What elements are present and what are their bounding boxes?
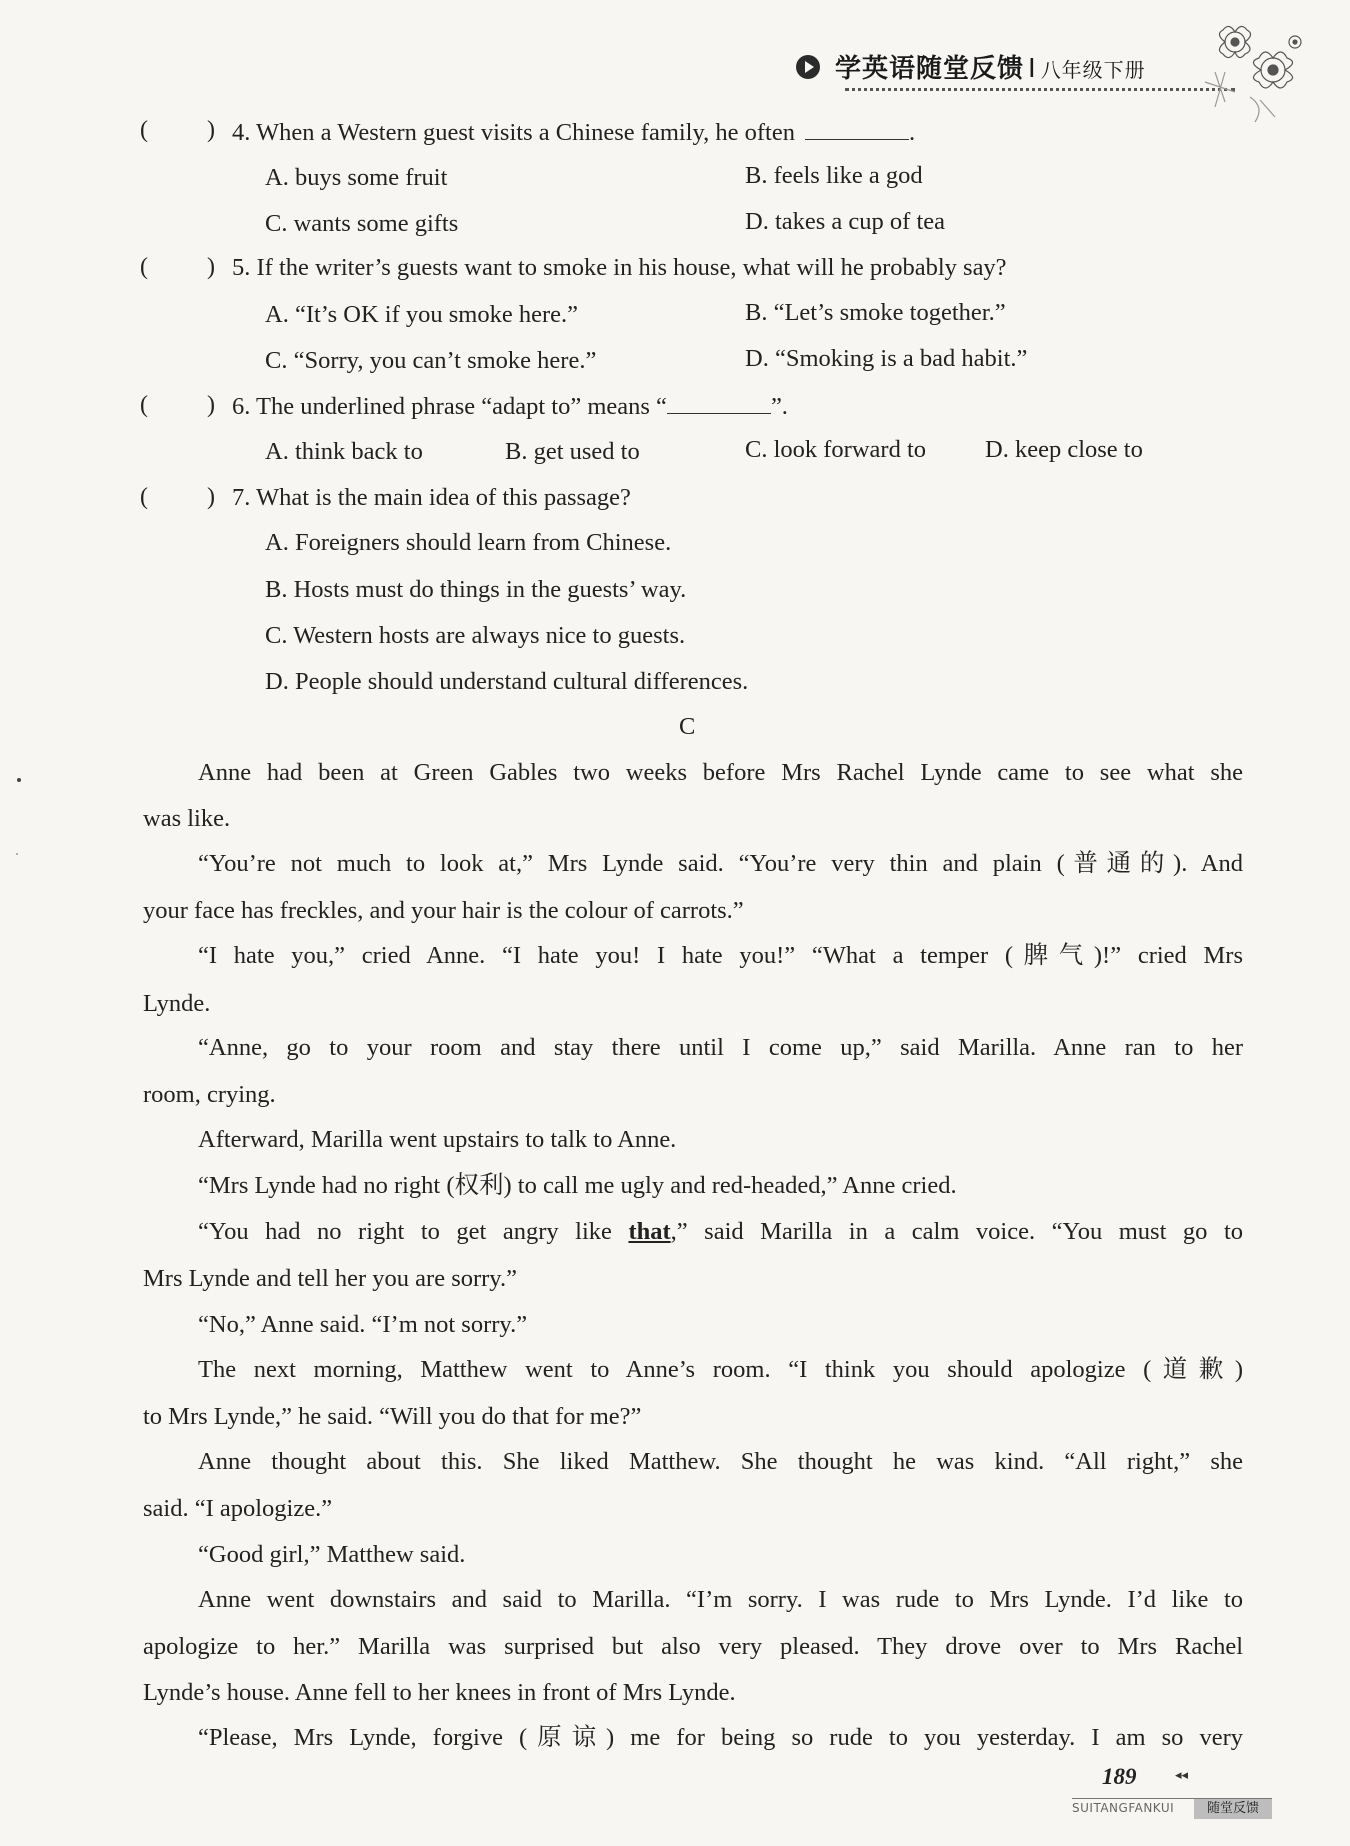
question-stem: 7. What is the main idea of this passage? [232, 484, 631, 511]
passage-line: Anne had been at Green Gables two weeks before Mrs Rachel Lynde came to see what she [198, 759, 1243, 786]
brand-en: SUITANGFANKUI [1072, 1801, 1175, 1815]
answer-blank [667, 391, 771, 414]
option-c: C. Western hosts are always nice to guests. [265, 622, 686, 649]
answer-paren-right: ) [207, 392, 215, 418]
option-d: D. People should understand cultural differences. [265, 668, 749, 695]
page-number: 189 [1102, 1764, 1137, 1789]
passage-line: “Good girl,” Matthew said. [198, 1541, 466, 1568]
section-label: C [679, 713, 696, 740]
answer-blank [805, 117, 909, 140]
page-arrows-icon: ◂◂ [1175, 1768, 1189, 1783]
passage-line: your face has freckles, and your hair is the colour of carrots.” [143, 897, 744, 924]
passage-line: “No,” Anne said. “I’m not sorry.” [198, 1311, 528, 1338]
passage-line: “Mrs Lynde had no right (权利) to call me ugly and red-headed,” Anne cried. [198, 1172, 957, 1199]
passage-line: “You’re not much to look at,” Mrs Lynde said. “You’re very thin and plain (普通的). And [198, 850, 1243, 877]
scan-speck [17, 778, 21, 782]
answer-paren-left: ( [140, 392, 148, 418]
passage-line: “I hate you,” cried Anne. “I hate you! I hate you!” “What a temper (脾气)!” cried Mrs [198, 942, 1243, 969]
passage-line: The next morning, Matthew went to Anne’s room. “I think you should apologize (道歉) [198, 1356, 1243, 1383]
option-c: C. look forward to [745, 436, 926, 463]
option-a: A. “It’s OK if you smoke here.” [265, 301, 578, 328]
underlined-word: that [628, 1218, 671, 1245]
passage-line: Lynde’s house. Anne fell to her knees in front of Mrs Lynde. [143, 1679, 736, 1706]
option-b: B. get used to [505, 438, 640, 465]
answer-paren-left: ( [140, 254, 148, 280]
passage-line: to Mrs Lynde,” he said. “Will you do that for me?” [143, 1403, 642, 1430]
passage-line: Anne went downstairs and said to Marilla. “I’m sorry. I was rude to Mrs Lynde. I’d like to [198, 1586, 1243, 1613]
passage-line: Mrs Lynde and tell her you are sorry.” [143, 1265, 517, 1292]
answer-paren-right: ) [207, 484, 215, 510]
passage-line: was like. [143, 805, 231, 832]
option-d: D. keep close to [985, 436, 1143, 463]
option-d: D. “Smoking is a bad habit.” [745, 345, 1028, 372]
option-c: C. “Sorry, you can’t smoke here.” [265, 347, 597, 374]
scan-speck [16, 853, 18, 855]
passage-line: Lynde. [143, 990, 211, 1017]
option-b: B. feels like a god [745, 162, 923, 189]
brand-cn: 随堂反馈 [1194, 1799, 1272, 1819]
passage-line: said. “I apologize.” [143, 1495, 333, 1522]
answer-paren-left: ( [140, 484, 148, 510]
option-a: A. Foreigners should learn from Chinese. [265, 529, 672, 556]
answer-paren-right: ) [207, 117, 215, 143]
passage-line: apologize to her.” Marilla was surprised but also very pleased. They drove over to Mrs Rachel [143, 1633, 1243, 1660]
question-stem: 6. The underlined phrase “adapt to” means “ ”. [232, 393, 788, 420]
passage-line: “Please, Mrs Lynde, forgive (原谅) me for being so rude to you yesterday. I am so very [198, 1724, 1243, 1751]
footer-brand [1072, 1798, 1272, 1821]
passage-line: “You had no right to get angry like that,” said Marilla in a calm voice. “You must go to [198, 1218, 1243, 1245]
flower-decoration-icon [1195, 12, 1315, 132]
passage-line: “Anne, go to your room and stay there until I come up,” said Marilla. Anne ran to her [198, 1034, 1243, 1061]
header-dotted-rule [845, 88, 1235, 91]
option-a: A. buys some fruit [265, 164, 448, 191]
running-header [795, 48, 1235, 98]
option-d: D. takes a cup of tea [745, 208, 945, 235]
passage-line: Anne thought about this. She liked Matthew. She thought he was kind. “All right,” she [198, 1448, 1243, 1475]
option-c: C. wants some gifts [265, 210, 459, 237]
question-stem: 5. If the writer’s guests want to smoke in his house, what will he probably say? [232, 254, 1007, 281]
book-title: 学英语随堂反馈 I 八年级下册 [835, 54, 1146, 84]
option-b: B. Hosts must do things in the guests’ way. [265, 576, 687, 603]
passage-line: Afterward, Marilla went upstairs to talk to Anne. [198, 1126, 677, 1153]
passage-line: room, crying. [143, 1081, 276, 1108]
question-stem: 4. When a Western guest visits a Chinese family, he often . [232, 119, 916, 146]
answer-paren-left: ( [140, 117, 148, 143]
option-b: B. “Let’s smoke together.” [745, 299, 1006, 326]
option-a: A. think back to [265, 438, 423, 465]
play-icon [795, 54, 821, 80]
answer-paren-right: ) [207, 254, 215, 280]
